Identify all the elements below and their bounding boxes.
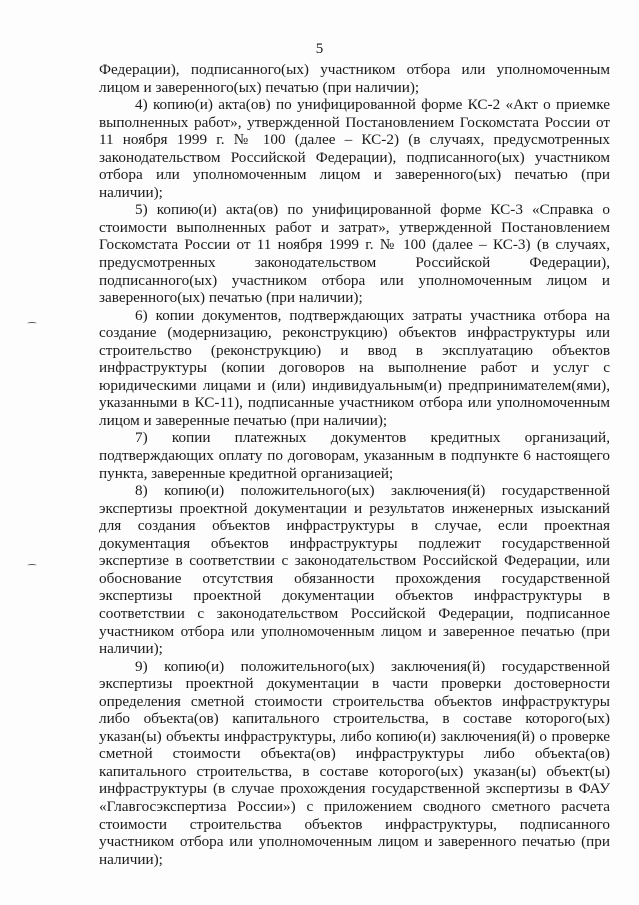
continuation-paragraph: Федерации), подписанного(ых) участником отбора или уполномоченным лицом и заверенного(ых) печатью (при наличии); xyxy=(99,61,610,96)
margin-mark xyxy=(27,322,37,325)
list-item-8: 8) копию(и) положительного(ых) заключения(й) государственной экспертизы проектной документации и результатов инженерных изысканий для создания объектов инфраструктуры в случае, если проектная документация объектов инфраструктуры подлежит государственной экспертизе в соответствии с законодательством Российской Федерации, или обоснование отсутствия обязанности прохождения государственной экспертизы проектной документации объектов инфраструктуры в соответствии с законодательством Российской Федерации, подписанное участником отбора или уполномоченным лицом и заверенное печатью (при наличии); xyxy=(99,482,610,658)
page-number: 5 xyxy=(315,41,324,57)
list-item-9: 9) копию(и) положительного(ых) заключения(й) государственной экспертизы проектной документации в части проверки достоверности определения сметной стоимости строительства объектов инфраструктуры либо объекта(ов) капитального строительства, в составе которого(ых) указан(ы) объекты инфраструктуры, либо копию(и) заключения(й) о проверке сметной стоимости объекта(ов) инфраструктуры либо объекта(ов) капитального строительства, в составе которого(ых) указан(ы) объект(ы) инфраструктуры (в случае прохождения государственной экспертизы в ФАУ «Главгосэкспертиза России») с приложением сводного сметного расчета стоимости строительства объектов инфраструктуры, подписанного участником отбора или уполномоченным лицом и заверенного печатью (при наличии); xyxy=(99,657,610,868)
body-text xyxy=(99,61,610,868)
list-item-7: 7) копии платежных документов кредитных организаций, подтверждающих оплату по договорам, указанным в подпункте 6 настоящего пункта, заверенные кредитной организацией; xyxy=(99,429,610,482)
list-item-5: 5) копию(и) акта(ов) по унифицированной форме КС-3 «Справка о стоимости выполненных работ и затрат», утвержденной Постановлением Госкомстата России от 11 ноября 1999 г. № 100 (далее – КС-3) (в случаях, предусмотренных законодательством Российской Федерации), подписанного(ых) участником отбора или уполномоченным лицом и заверенного(ых) печатью (при наличии); xyxy=(99,201,610,307)
list-item-4: 4) копию(и) акта(ов) по унифицированной форме КС-2 «Акт о приемке выполненных работ», утвержденной Постановлением Госкомстата России от 11 ноября 1999 г. № 100 (далее – КС-2) (в случаях, предусмотренных законодательством Российской Федерации), подписанного(ых) участником отбора или уполномоченным лицом и заверенного(ых) печатью (при наличии); xyxy=(99,96,610,201)
list-item-6: 6) копии документов, подтверждающих затраты участника отбора на создание (модернизацию, реконструкцию) объектов инфраструктуры или строительство (реконструкцию) и ввод в эксплуатацию объектов инфраструктуры (копии договоров на выполнение работ и услуг с юридическими лицами и (или) индивидуальным(и) предпринимателем(ями), указанными в КС-11), подписанные участником отбора или уполномоченным лицом и заверенные печатью (при наличии); xyxy=(99,306,610,429)
margin-mark xyxy=(27,564,37,567)
